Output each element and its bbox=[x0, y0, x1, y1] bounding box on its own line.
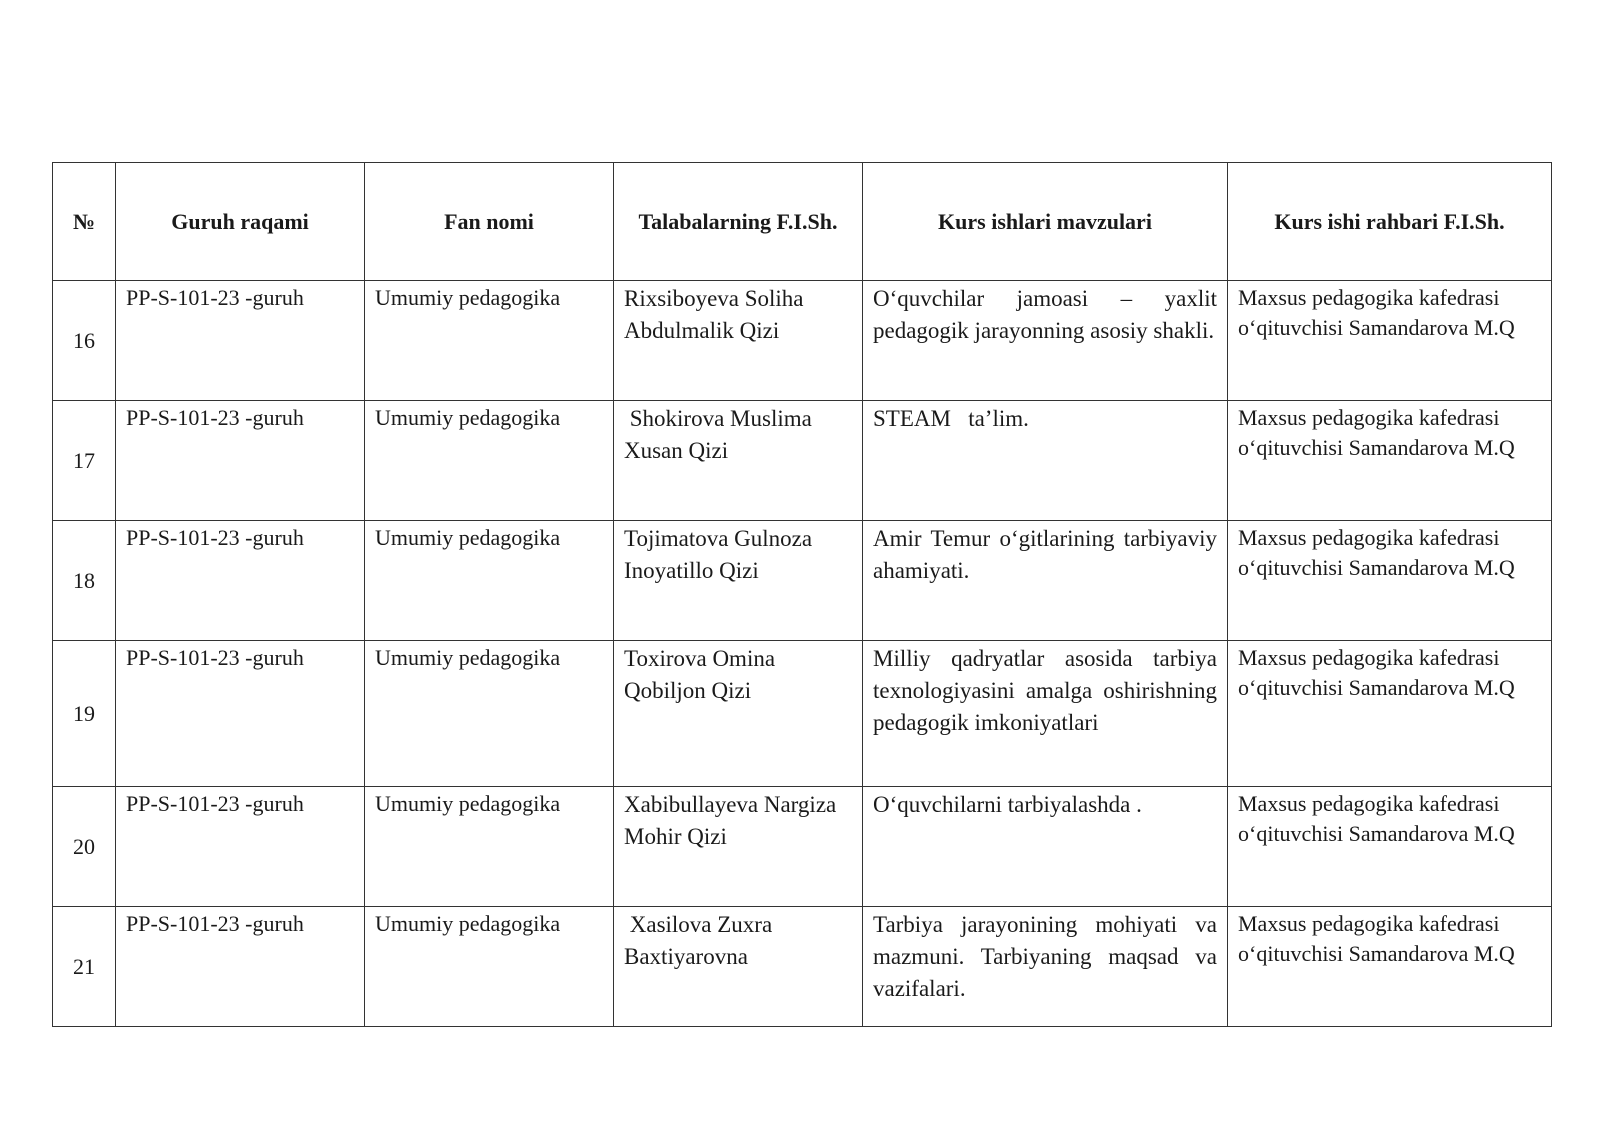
header-student: Talabalarning F.I.Sh. bbox=[614, 163, 863, 281]
subject-cell: Umumiy pedagogika bbox=[365, 281, 614, 401]
group-cell: PP-S-101-23 -guruh bbox=[116, 281, 365, 401]
student-cell: Tojimatova Gulnoza Inoyatillo Qizi bbox=[614, 521, 863, 641]
row-number: 20 bbox=[53, 787, 116, 907]
table-header-row bbox=[53, 163, 1552, 281]
row-number: 17 bbox=[53, 401, 116, 521]
header-number: № bbox=[53, 163, 116, 281]
header-advisor: Kurs ishi rahbari F.I.Sh. bbox=[1228, 163, 1552, 281]
subject-cell: Umumiy pedagogika bbox=[365, 641, 614, 787]
row-number: 16 bbox=[53, 281, 116, 401]
row-number: 21 bbox=[53, 907, 116, 1027]
student-cell: Rixsiboyeva Soliha Abdulmalik Qizi bbox=[614, 281, 863, 401]
advisor-cell: Maxsus pedagogika kafedrasi o‘qituvchisi Samandarova M.Q bbox=[1228, 521, 1552, 641]
topic-cell: Amir Temur o‘gitlarining tarbiyaviy ahamiyati. bbox=[863, 521, 1228, 641]
student-cell: Shokirova Muslima Xusan Qizi bbox=[614, 401, 863, 521]
student-cell: Toxirova Omina Qobiljon Qizi bbox=[614, 641, 863, 787]
table-row bbox=[53, 641, 1552, 787]
row-number: 19 bbox=[53, 641, 116, 787]
topic-cell: STEAM ta’lim. bbox=[863, 401, 1228, 521]
table-row bbox=[53, 521, 1552, 641]
group-cell: PP-S-101-23 -guruh bbox=[116, 787, 365, 907]
group-cell: PP-S-101-23 -guruh bbox=[116, 907, 365, 1027]
header-group: Guruh raqami bbox=[116, 163, 365, 281]
header-topic: Kurs ishlari mavzulari bbox=[863, 163, 1228, 281]
row-number: 18 bbox=[53, 521, 116, 641]
advisor-cell: Maxsus pedagogika kafedrasi o‘qituvchisi Samandarova M.Q bbox=[1228, 641, 1552, 787]
topic-cell: O‘quvchilarni tarbiyalashda . bbox=[863, 787, 1228, 907]
student-cell: Xasilova Zuxra Baxtiyarovna bbox=[614, 907, 863, 1027]
advisor-cell: Maxsus pedagogika kafedrasi o‘qituvchisi Samandarova M.Q bbox=[1228, 787, 1552, 907]
advisor-cell: Maxsus pedagogika kafedrasi o‘qituvchisi Samandarova M.Q bbox=[1228, 281, 1552, 401]
header-subject: Fan nomi bbox=[365, 163, 614, 281]
table-row bbox=[53, 907, 1552, 1027]
subject-cell: Umumiy pedagogika bbox=[365, 907, 614, 1027]
advisor-cell: Maxsus pedagogika kafedrasi o‘qituvchisi Samandarova M.Q bbox=[1228, 907, 1552, 1027]
course-work-table bbox=[52, 162, 1552, 1027]
table-row bbox=[53, 787, 1552, 907]
subject-cell: Umumiy pedagogika bbox=[365, 401, 614, 521]
group-cell: PP-S-101-23 -guruh bbox=[116, 641, 365, 787]
table-row bbox=[53, 281, 1552, 401]
table-row bbox=[53, 401, 1552, 521]
student-cell: Xabibullayeva Nargiza Mohir Qizi bbox=[614, 787, 863, 907]
group-cell: PP-S-101-23 -guruh bbox=[116, 401, 365, 521]
topic-cell: Milliy qadryatlar asosida tarbiya texnologiyasini amalga oshirishning pedagogik imkoniyatlari bbox=[863, 641, 1228, 787]
subject-cell: Umumiy pedagogika bbox=[365, 787, 614, 907]
topic-cell: Tarbiya jarayonining mohiyati va mazmuni. Tarbiyaning maqsad va vazifalari. bbox=[863, 907, 1228, 1027]
subject-cell: Umumiy pedagogika bbox=[365, 521, 614, 641]
topic-cell: O‘quvchilar jamoasi – yaxlit pedagogik jarayonning asosiy shakli. bbox=[863, 281, 1228, 401]
advisor-cell: Maxsus pedagogika kafedrasi o‘qituvchisi Samandarova M.Q bbox=[1228, 401, 1552, 521]
group-cell: PP-S-101-23 -guruh bbox=[116, 521, 365, 641]
